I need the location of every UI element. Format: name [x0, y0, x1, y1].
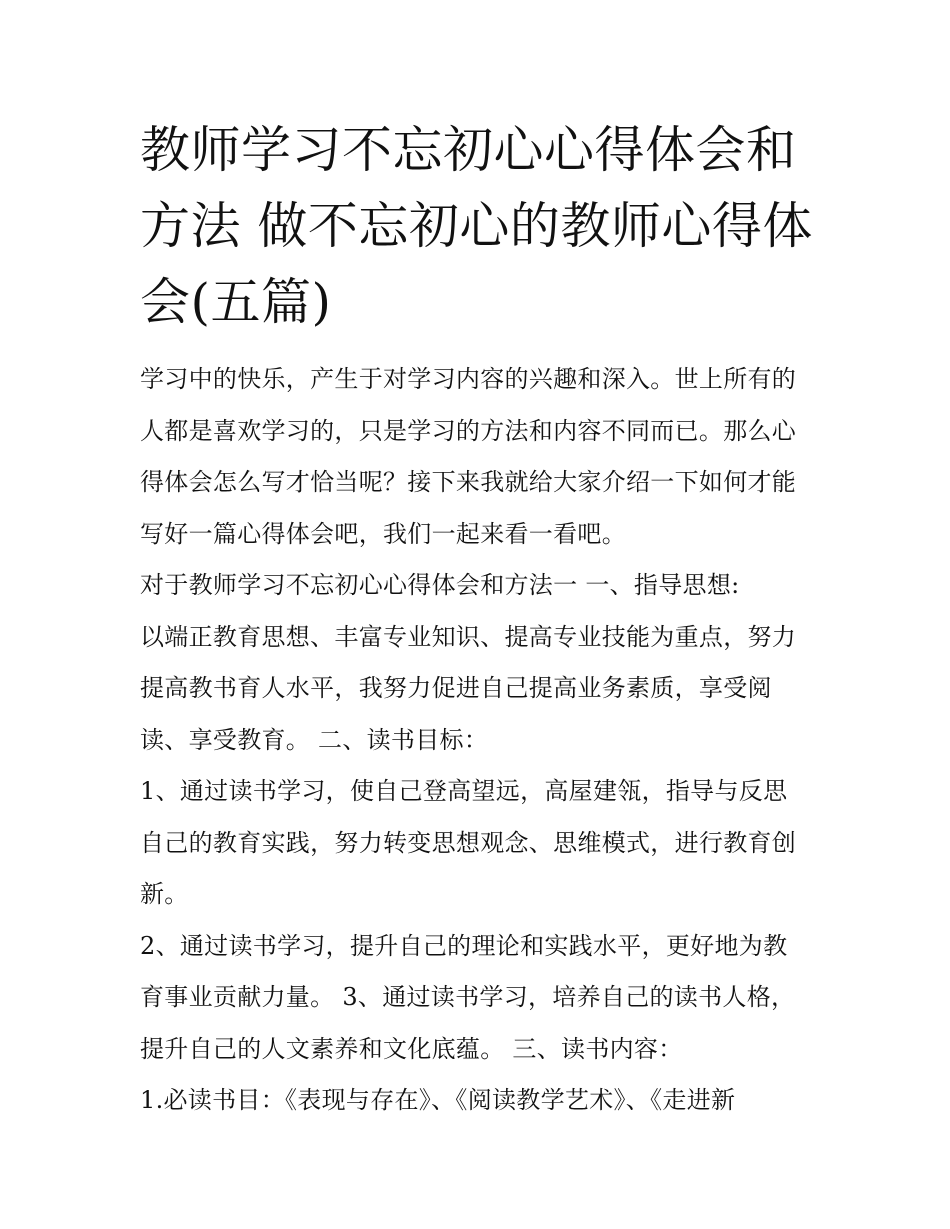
text-line: 对于教师学习不忘初心心得体会和方法一 一、指导思想:: [140, 571, 740, 599]
text-line: 人都是喜欢学习的，只是学习的方法和内容不同而已。那么心: [140, 416, 797, 445]
text-line: 新。: [140, 880, 189, 908]
text-line: 提升自己的人文素养和文化底蕴。 三、读书内容：: [140, 1034, 683, 1063]
text-line: 写好一篇心得体会吧，我们一起来看一看吧。: [140, 519, 626, 548]
guiding-thought-paragraph: [140, 612, 815, 767]
intro-paragraph: [140, 354, 815, 560]
text-line: 1、通过读书学习，使自己登高望远，高屋建瓴，指导与反思: [140, 777, 788, 805]
goal-1-paragraph: [140, 766, 815, 921]
text-line: 学习中的快乐，产生于对学习内容的兴趣和深入。世上所有的: [140, 365, 797, 393]
document-title: [140, 112, 815, 340]
text-line: 读、享受教育。 二、读书目标：: [140, 725, 489, 754]
text-line: 自己的教育实践，努力转变思想观念、思维模式，进行教育创: [140, 828, 797, 857]
goal-2-paragraph: [140, 921, 815, 1076]
document-body: [140, 354, 815, 1127]
text-line: 1.必读书目：《表现与存在》、《阅读教学艺术》、《走进新: [140, 1086, 736, 1114]
text-line: 2、通过读书学习，提升自己的理论和实践水平，更好地为教: [140, 931, 788, 960]
text-line: 提高教书育人水平，我努力促进自己提高业务素质，享受阅: [140, 674, 772, 702]
text-line: 得体会怎么写才恰当呢？接下来我就给大家介绍一下如何才能: [140, 468, 797, 496]
title-line: 方法 做不忘初心的教师心得体: [140, 197, 813, 255]
text-line: 育事业贡献力量。 3、通过读书学习，培养自己的读书人格，: [140, 983, 796, 1011]
section-heading-paragraph: [140, 560, 815, 612]
title-line: 会(五篇): [140, 273, 332, 331]
title-line: 教师学习不忘初心心得体会和: [140, 121, 797, 179]
reading-list-paragraph: [140, 1075, 815, 1127]
text-line: 以端正教育思想、丰富专业知识、提高专业技能为重点，努力: [140, 622, 797, 651]
